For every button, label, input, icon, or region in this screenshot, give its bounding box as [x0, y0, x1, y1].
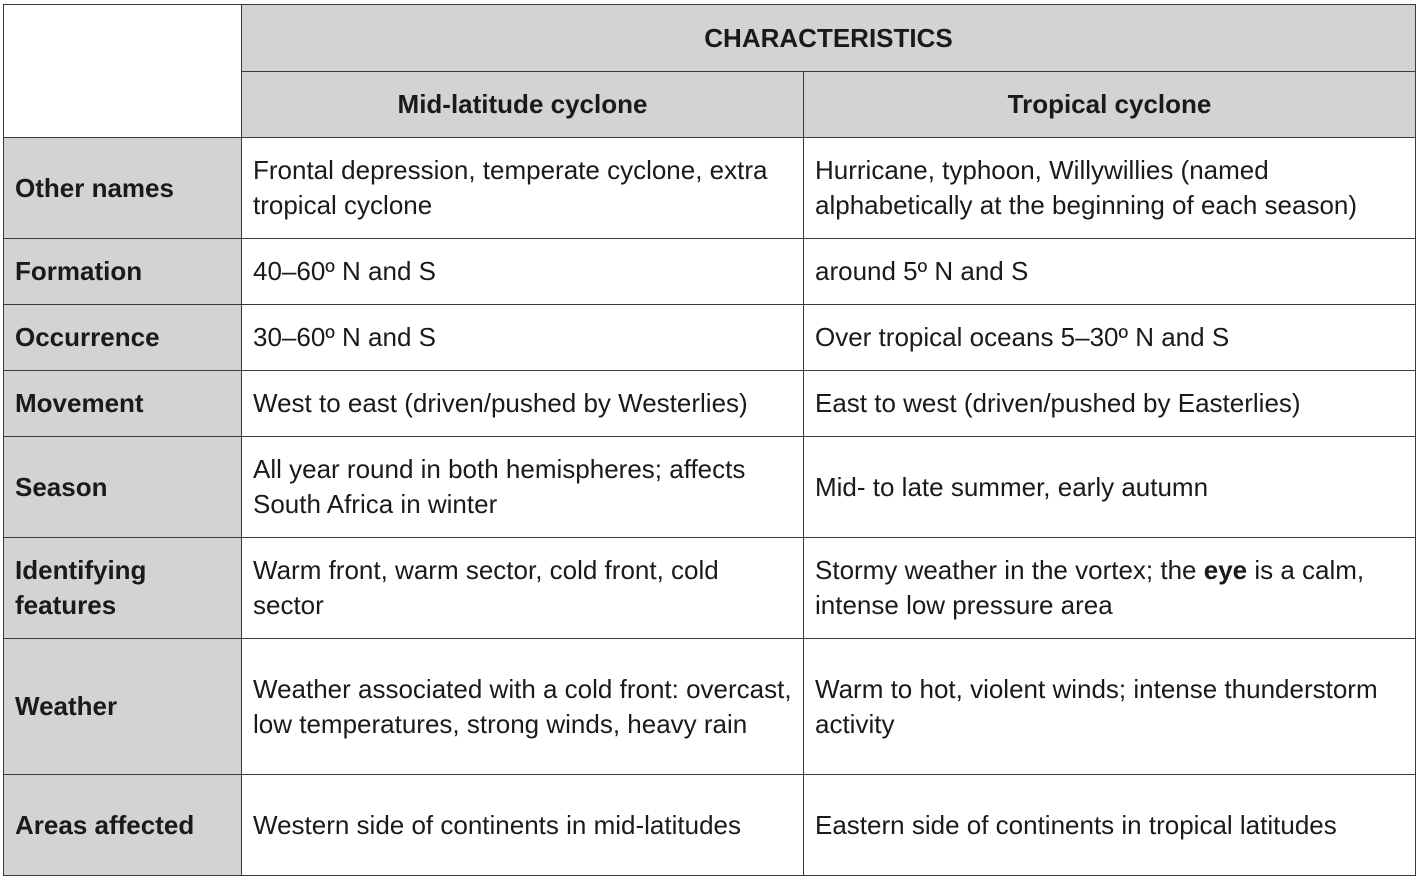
column-header-tropical: Tropical cyclone — [804, 72, 1416, 138]
row-label: Occurrence — [4, 305, 242, 371]
mid-latitude-cell: 40–60º N and S — [242, 239, 804, 305]
row-label: Formation — [4, 239, 242, 305]
table-row-occurrence — [4, 305, 1416, 371]
table-row-movement — [4, 371, 1416, 437]
row-label: Movement — [4, 371, 242, 437]
row-label: Weather — [4, 639, 242, 775]
tropical-cell: around 5º N and S — [804, 239, 1416, 305]
row-label: Identifying features — [4, 538, 242, 639]
tropical-cell: Eastern side of continents in tropical latitudes — [804, 775, 1416, 876]
tropical-cell: Over tropical oceans 5–30º N and S — [804, 305, 1416, 371]
table-row-formation — [4, 239, 1416, 305]
tropical-cell: East to west (driven/pushed by Easterlies) — [804, 371, 1416, 437]
header-row — [4, 5, 1416, 72]
tropical-cell: Warm to hot, violent winds; intense thunderstorm activity — [804, 639, 1416, 775]
table-row-identifying-features — [4, 538, 1416, 639]
tropical-text-end: is a calm, intense low pressure area — [815, 555, 1365, 620]
row-label: Areas affected — [4, 775, 242, 876]
mid-latitude-cell: Warm front, warm sector, cold front, cold sector — [242, 538, 804, 639]
mid-latitude-cell: 30–60º N and S — [242, 305, 804, 371]
tropical-cell: Mid- to late summer, early autumn — [804, 437, 1416, 538]
table-row-season — [4, 437, 1416, 538]
mid-latitude-cell: Weather associated with a cold front: overcast, low temperatures, strong winds, heavy rain — [242, 639, 804, 775]
comparison-table-wrapper — [3, 4, 1416, 876]
corner-cell — [4, 5, 242, 138]
table-row-weather — [4, 639, 1416, 775]
row-label: Season — [4, 437, 242, 538]
mid-latitude-cell: Frontal depression, temperate cyclone, extra tropical cyclone — [242, 138, 804, 239]
table-row-other-names — [4, 138, 1416, 239]
column-header-mid-latitude: Mid-latitude cyclone — [242, 72, 804, 138]
tropical-text-start: Stormy weather in the vortex; the — [815, 555, 1204, 585]
tropical-cell — [804, 538, 1416, 639]
table-row-areas-affected — [4, 775, 1416, 876]
mid-latitude-cell: Western side of continents in mid-latitudes — [242, 775, 804, 876]
mid-latitude-cell: All year round in both hemispheres; affects South Africa in winter — [242, 437, 804, 538]
eye-term: eye — [1203, 555, 1248, 585]
cyclone-comparison-table — [3, 4, 1416, 876]
table-main-header: CHARACTERISTICS — [242, 5, 1416, 72]
mid-latitude-cell: West to east (driven/pushed by Westerlies) — [242, 371, 804, 437]
tropical-cell: Hurricane, typhoon, Willywillies (named alphabetically at the beginning of each season) — [804, 138, 1416, 239]
row-label: Other names — [4, 138, 242, 239]
